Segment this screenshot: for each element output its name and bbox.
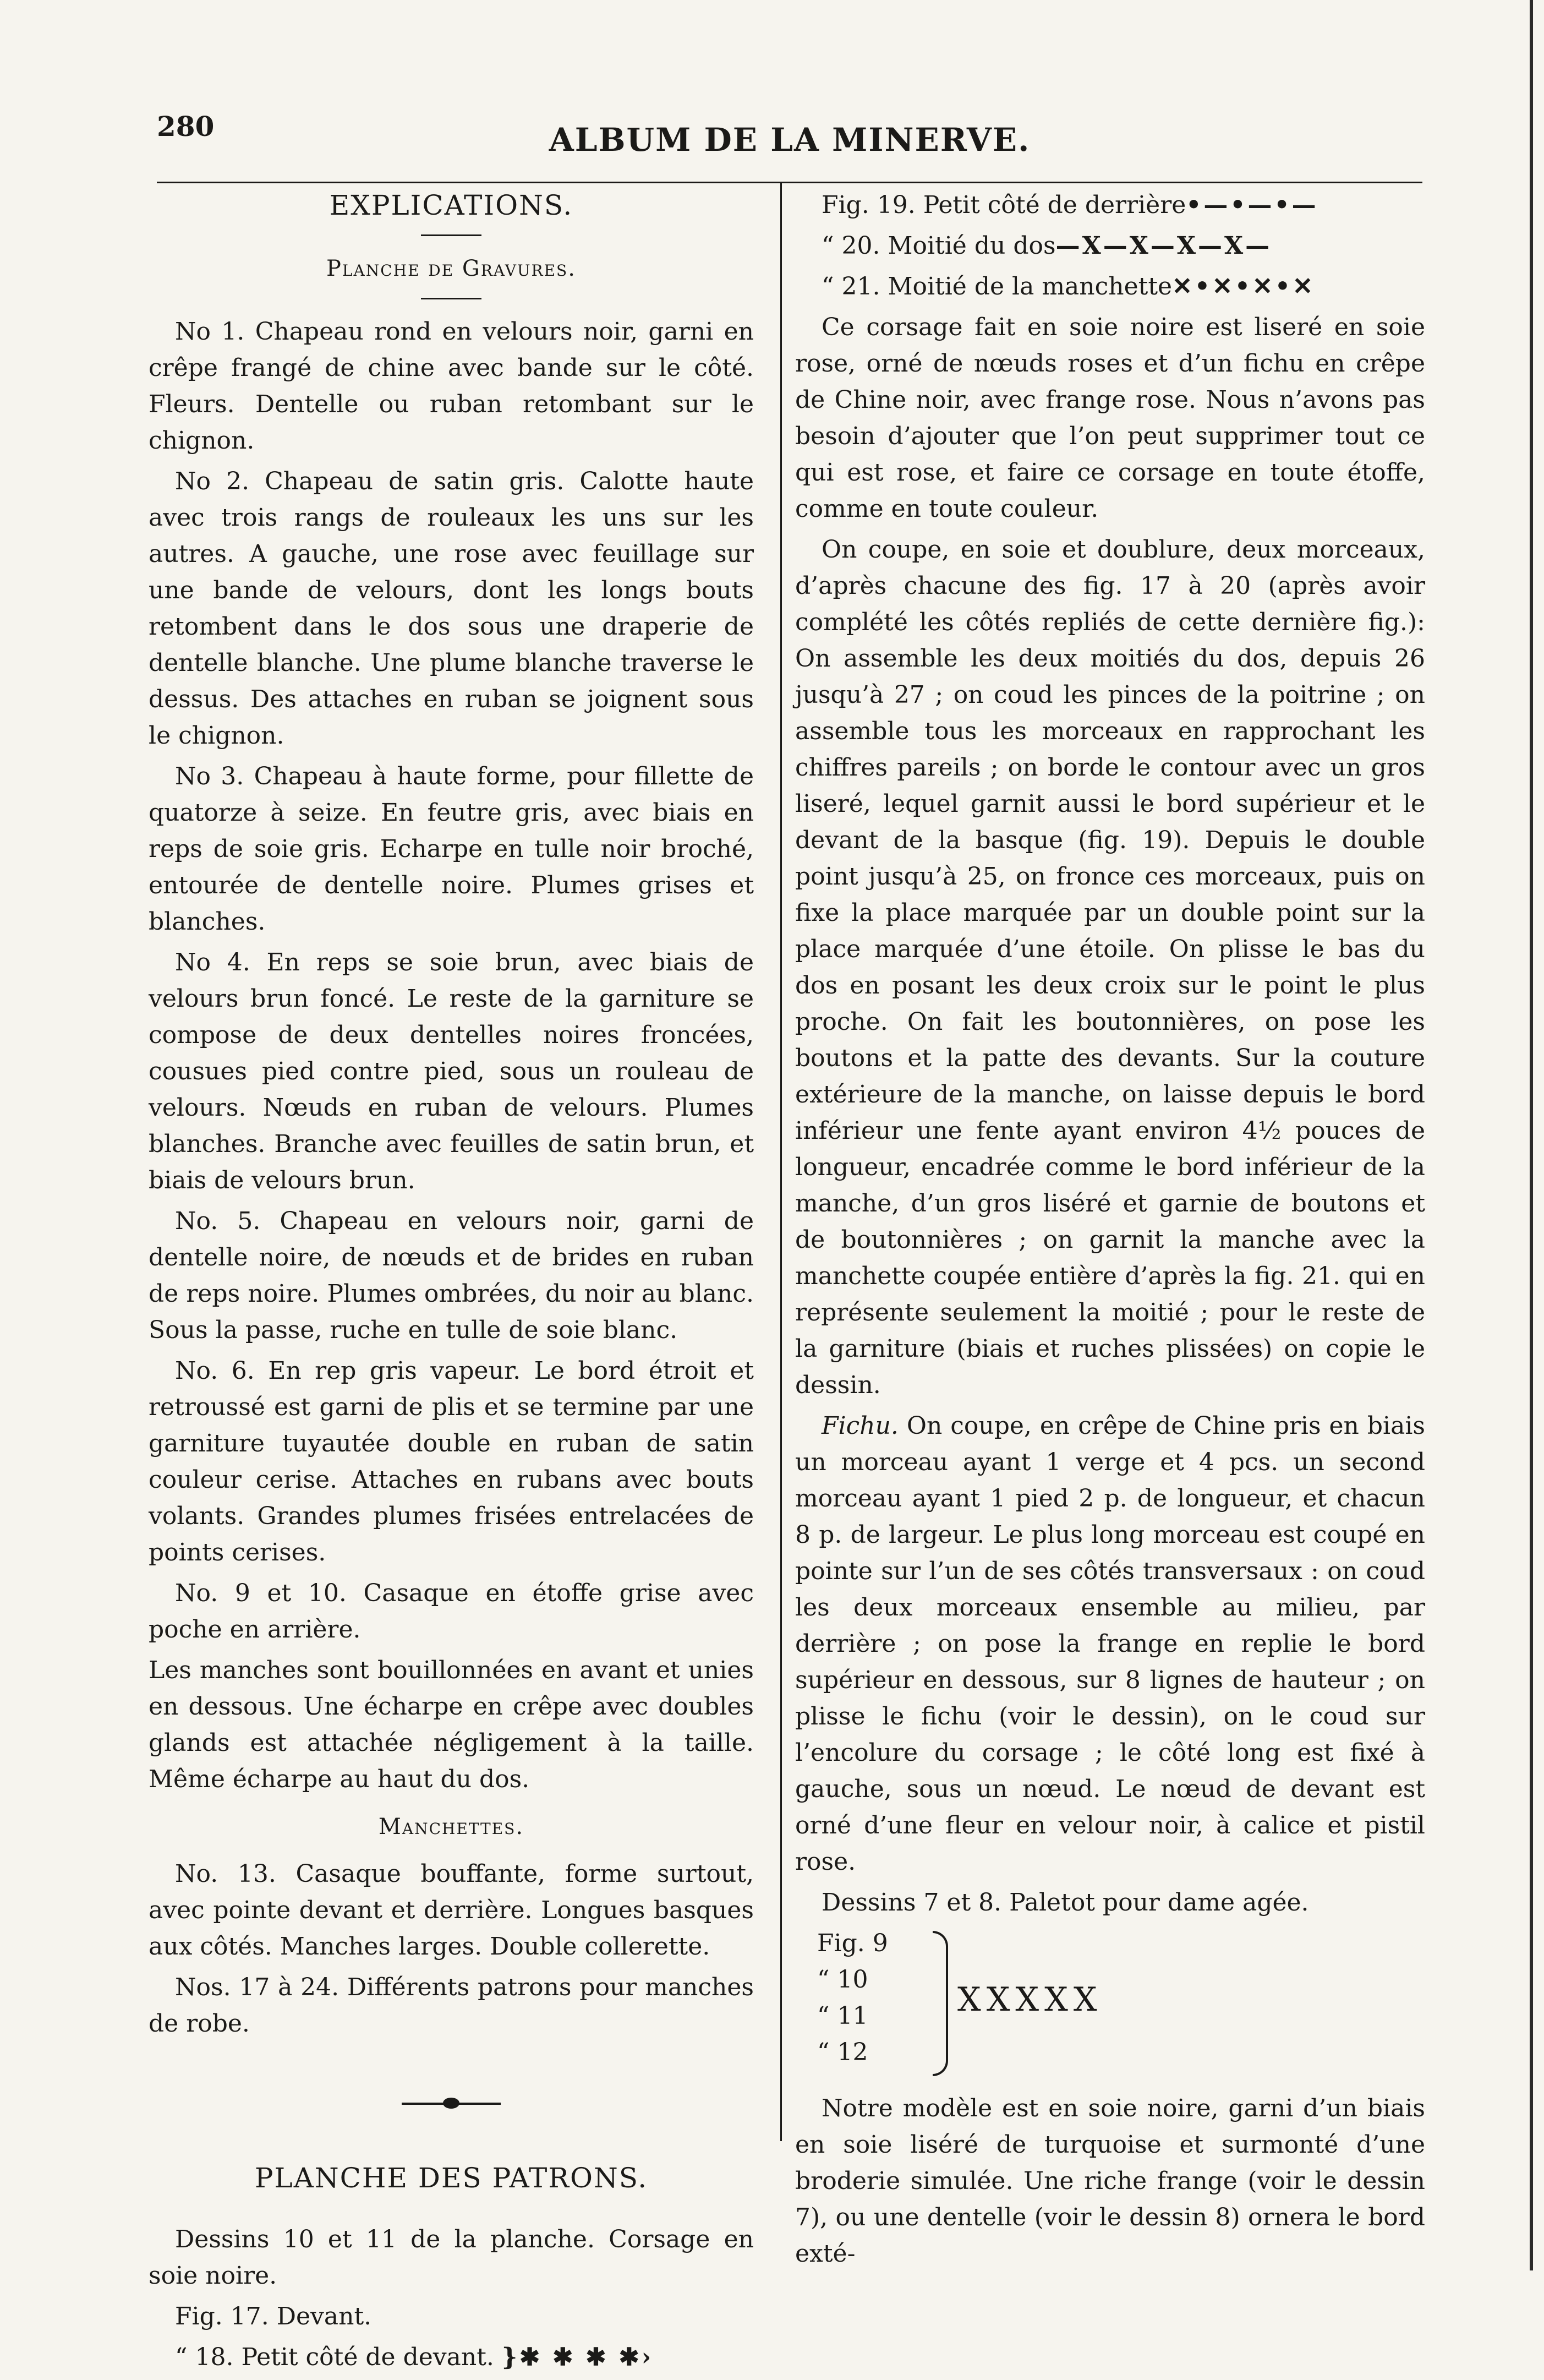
paragraph-dessins-7-8: Dessins 7 et 8. Paletot pour dame agée. bbox=[822, 1888, 1309, 1917]
fig-21-text: “ 21. Moitié de la manchette bbox=[822, 272, 1173, 301]
fichu-label: Fichu. bbox=[822, 1412, 899, 1440]
section-subtitle-gravures: Planche de Gravures. bbox=[326, 256, 576, 281]
column-divider bbox=[780, 182, 782, 2141]
section-title-manchettes: Manchettes. bbox=[378, 1814, 524, 1839]
paragraph-modele: Notre modèle est en soie noire, garni d’un biais en soie liséré de turquoise et surmonté d’une broderie simulée. Une riche frange (voir le dessin 7), ou une dentelle (voir le dessin 8) ornera le bord exté- bbox=[795, 2094, 1425, 2268]
section-title-explications: EXPLICATIONS. bbox=[329, 189, 573, 221]
fig-12-label: “ 12 bbox=[817, 2038, 868, 2066]
fig-11-label: “ 11 bbox=[817, 2002, 868, 2030]
fig-17-text: Fig. 17. Devant. bbox=[175, 2302, 372, 2330]
fig-9-12-list bbox=[817, 1925, 888, 2071]
fig-19-line bbox=[795, 187, 1425, 223]
fig-9-12-pattern-mark: XXXXX bbox=[957, 1980, 1103, 2019]
page-number: 280 bbox=[157, 110, 215, 143]
fig-17-18-pattern-mark: }✱ ✱ ✱ ✱› bbox=[501, 2343, 654, 2371]
paragraph-no9-10: No. 9 et 10. Casaque en étoffe grise avec poche en arrière. bbox=[149, 1579, 754, 1644]
right-column bbox=[795, 187, 1425, 2277]
paragraph-no1: No 1. Chapeau rond en velours noir, garni en crêpe frangé de chine avec bande sur le côté. Fleurs. Dentelle ou ruban retombant sur le chignon. bbox=[149, 318, 754, 455]
header-rule bbox=[157, 182, 1422, 183]
page-header bbox=[157, 110, 1422, 159]
left-column bbox=[149, 187, 754, 2380]
fig-18-line bbox=[149, 2339, 754, 2376]
running-title: ALBUM DE LA MINERVE. bbox=[549, 121, 1031, 159]
paragraph-manches: Les manches sont bouillonnées en avant et unies en dessous. Une écharpe en crêpe avec doubles glands est attachée négligement à la taille. Même écharpe au haut du dos. bbox=[149, 1656, 754, 1793]
divider-rule bbox=[421, 298, 481, 299]
divider-rule bbox=[421, 234, 481, 236]
fig-9-12-group bbox=[817, 1925, 1425, 2079]
paragraph-no3: No 3. Chapeau à haute forme, pour fillette de quatorze à seize. En feutre gris, avec biais en reps de soie gris. Echarpe en tulle noir broché, entourée de dentelle noire. Plumes grises et blanches. bbox=[149, 762, 754, 936]
fig-19-pattern-mark: •—•—•— bbox=[1186, 191, 1318, 219]
fig-9-label: Fig. 9 bbox=[817, 1929, 888, 1957]
ornament-divider bbox=[402, 2103, 501, 2105]
fig-21-pattern-mark: ✕•✕•✕•✕ bbox=[1172, 272, 1315, 301]
paragraph-fichu bbox=[795, 1408, 1425, 1880]
paragraph-no4: No 4. En reps se soie brun, avec biais de velours brun foncé. Le reste de la garniture se compose de deux dentelles noires froncées, cousues pied contre pied, sous un rouleau de velours. Nœuds en ruban de velours. Plumes blanches. Branche avec feuilles de satin brun, et biais de velours brun. bbox=[149, 948, 754, 1194]
fig-20-line bbox=[795, 228, 1425, 264]
paragraph-no2: No 2. Chapeau de satin gris. Calotte haute avec trois rangs de rouleaux les uns sur les autres. A gauche, une rose avec feuillage sur une bande de velours, dont les longs bouts retombent dans le dos sous une draperie de dentelle blanche. Une plume blanche traverse le dessus. Des attaches en ruban se joignent sous le chignon. bbox=[149, 467, 754, 750]
paragraph-corsage: Ce corsage fait en soie noire est liseré en soie rose, orné de nœuds roses et d’un fichu en crêpe de Chine noir, avec frange rose. Nous n’avons pas besoin d’ajouter que l’on peut supprimer tout ce qui est rose, et faire ce corsage en toute étoffe, comme en toute couleur. bbox=[795, 313, 1425, 523]
paragraph-nos17-24: Nos. 17 à 24. Différents patrons pour manches de robe. bbox=[149, 1973, 754, 2038]
paragraph-no13: No. 13. Casaque bouffante, forme surtout, avec pointe devant et derrière. Longues basques aux côtés. Manches larges. Double collerette. bbox=[149, 1860, 754, 1961]
fig-20-pattern-mark: —X—X—X—X— bbox=[1055, 232, 1272, 260]
fig-20-text: “ 20. Moitié du dos bbox=[822, 232, 1056, 260]
fig-10-label: “ 10 bbox=[817, 1966, 868, 1994]
curly-bracket bbox=[933, 1931, 948, 2076]
paragraph-dessins-10-11: Dessins 10 et 11 de la planche. Corsage en soie noire. bbox=[149, 2225, 754, 2290]
paragraph-no6: No. 6. En rep gris vapeur. Le bord étroit et retroussé est garni de plis et se termine par une garniture tuyautée double en ruban de satin couleur cerise. Attaches en rubans avec bouts volants. Grandes plumes frisées entrelacées de points cerises. bbox=[149, 1357, 754, 1566]
fig-17-line bbox=[149, 2299, 754, 2335]
paragraph-coupe: On coupe, en soie et doublure, deux morceaux, d’après chacune des fig. 17 à 20 (après avoir complété les côtés repliés de cette dernière fig.): On assemble les deux moitiés du dos, depuis 26 jusqu’à 27 ; on coud les pinces de la poitrine ; on assemble tous les morceaux en rapprochant les chiffres pareils ; on borde le contour avec un gros liseré, lequel garnit aussi le bord supérieur et le devant de la basque (fig. 19). Depuis le double point jusqu’à 25, on fronce ces morceaux, puis on fixe la place marquée par un double point sur la place marquée d’une étoile. On plisse le bas du dos en posant les deux croix sur le point le plus proche. On fait les boutonnières, on pose les boutons et la patte des devants. Sur la couture extérieure de la manche, on laisse depuis le bord inférieur une fente ayant environ 4½ pouces de longueur, encadrée comme le bord inférieur de la manche, d’un gros liséré et garnie de boutons et de boutonnières ; on garnit la manche avec la manchette coupée entière d’après la fig. 21. qui en représente seulement la moitié ; pour le reste de la garniture (biais et ruches plissées) on copie le dessin. bbox=[795, 536, 1425, 1399]
fig-18-text: “ 18. Petit côté de devant. bbox=[175, 2343, 494, 2371]
fichu-text: On coupe, en crêpe de Chine pris en biais un morceau ayant 1 verge et 4 pcs. un second morceau ayant 1 pied 2 p. de longueur, et chacun 8 p. de largeur. Le plus long morceau est coupé en pointe sur l’un de ses côtés transversaux : on coud les deux morceaux ensemble au milieu, par derrière ; on pose la frange en replie le bord supérieur en dessous, sur 8 lignes de hauteur ; on plisse le fichu (voir le dessin), on le coud sur l’encolure du corsage ; le côté long est fixé à gauche, sous un nœud. Le nœud de devant est orné d’une fleur en velour noir, à calice et pistil rose. bbox=[795, 1412, 1425, 1876]
section-title-patrons: PLANCHE DES PATRONS. bbox=[254, 2162, 648, 2194]
fig-21-line bbox=[795, 269, 1425, 305]
page-edge bbox=[1530, 0, 1533, 2270]
fig-19-text: Fig. 19. Petit côté de derrière bbox=[822, 191, 1186, 219]
paragraph-no5: No. 5. Chapeau en velours noir, garni de dentelle noire, de nœuds et de brides en ruban de reps noire. Plumes ombrées, du noir au blanc. Sous la passe, ruche en tulle de soie blanc. bbox=[149, 1207, 754, 1344]
